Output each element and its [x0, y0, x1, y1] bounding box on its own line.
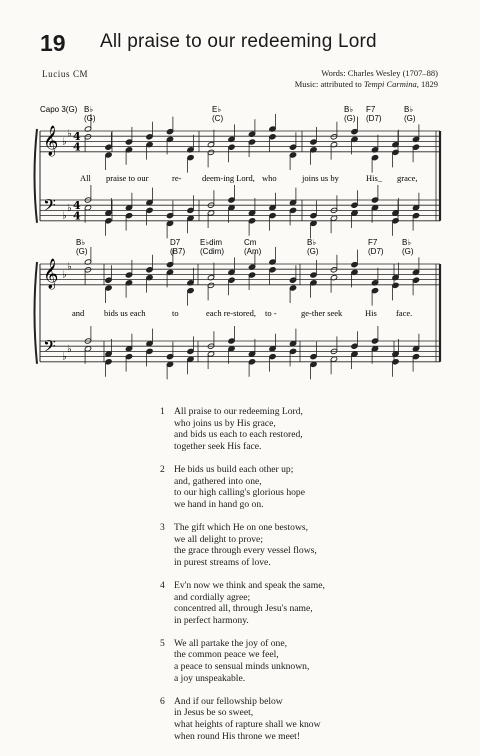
lyric-syllable: deem-ing Lord, — [202, 173, 255, 183]
chord-symbol: F7 — [368, 238, 378, 247]
lyric-syllable: face. — [396, 308, 413, 318]
lyric-syllable: each re-stored, — [206, 308, 257, 318]
verse-line: when round His throne we meet! — [174, 730, 301, 742]
lyric-syllable: to — [172, 308, 179, 318]
verse-line: in purest streams of love. — [174, 556, 271, 568]
time-signature: 4 — [73, 199, 81, 212]
verse-line: and, gathered into one, — [174, 475, 262, 487]
verse-line: we all delight to prove; — [174, 533, 263, 545]
verse-1 — [160, 406, 460, 452]
lyric-syllable: His — [365, 308, 377, 318]
music-credit-year: , 1829 — [416, 79, 438, 89]
sys1-flat-icon: ♭ — [67, 202, 72, 214]
time-signature: 4 — [73, 209, 81, 223]
chord-symbol: B♭ — [344, 105, 354, 114]
time-signature: 4 — [73, 140, 81, 154]
verse-3 — [160, 522, 460, 568]
chord-symbol: D7 — [170, 238, 181, 247]
lyric-syllable: bids us each — [104, 308, 146, 318]
lyric-syllable: joins us by — [302, 173, 339, 183]
verse-number: 2 — [160, 463, 165, 475]
lyric-syllable: who — [262, 173, 277, 183]
verse-line: to our high calling's glorious hope — [174, 487, 305, 499]
verse-line: together seek His face. — [174, 440, 262, 452]
verse-line: The gift which He on one bestows, — [174, 521, 309, 533]
lyric-syllable: ge-ther seek — [301, 308, 343, 318]
capo-label: Capo 3(G) — [40, 105, 78, 114]
chord-symbol: B♭ — [84, 105, 94, 114]
verse-2 — [160, 464, 460, 510]
sys1-flat-icon: ♭ — [67, 128, 72, 140]
verse-line: Ev'n now we think and speak the same, — [174, 579, 325, 591]
chord-symbol-capo: (Cdim) — [200, 247, 224, 256]
verse-line: And if our fellowship below — [174, 695, 283, 707]
verse-line: in perfect harmony. — [174, 614, 249, 626]
lyric-syllable: and — [72, 308, 85, 318]
verse-line: and bids us each to each restored, — [174, 429, 303, 441]
chord-symbol-capo: (G) — [76, 247, 88, 256]
verse-line: what heights of rapture shall we know — [174, 719, 321, 731]
verses — [160, 406, 460, 754]
sys2-flat-icon: ♭ — [67, 261, 72, 273]
lyric-syllable: to - — [265, 308, 277, 318]
verse-line: We all partake the joy of one, — [174, 637, 287, 649]
verse-line: and cordially agree; — [174, 591, 251, 603]
chord-symbol-capo: (G) — [402, 247, 414, 256]
verse-line: who joins us by His grace, — [174, 417, 276, 429]
verse-line: concentred all, through Jesu's name, — [174, 603, 313, 615]
sys1-flat-icon: ♭ — [62, 136, 67, 148]
sys2-brace — [35, 262, 38, 364]
chord-symbol-capo: (G) — [307, 247, 319, 256]
verse-6 — [160, 696, 460, 742]
chord-symbol-capo: (D7) — [366, 114, 382, 123]
verse-5 — [160, 638, 460, 684]
lyric-syllable: His_ — [366, 173, 383, 183]
verse-number: 3 — [160, 521, 165, 533]
chord-symbol-capo: (G) — [404, 114, 416, 123]
verse-4 — [160, 580, 460, 626]
chord-symbol: B♭ — [76, 238, 86, 247]
sys1-flat-icon: ♭ — [62, 210, 67, 222]
lyric-syllable: praise to our — [106, 173, 149, 183]
sys2-flat-icon: ♭ — [62, 351, 67, 363]
verse-number: 6 — [160, 695, 165, 707]
chord-symbol-capo: (G) — [344, 114, 356, 123]
sys1-brace — [35, 129, 38, 223]
chord-symbol: E♭dim — [200, 238, 222, 247]
chord-symbol: E♭ — [212, 105, 222, 114]
sys2-flat-icon: ♭ — [62, 269, 67, 281]
chord-symbol: B♭ — [402, 238, 412, 247]
sys1-treble-clef-icon: 𝄞 — [43, 126, 59, 156]
chord-symbol-capo: (B7) — [170, 247, 186, 256]
verse-line: the common peace we feel, — [174, 649, 279, 661]
chord-symbol-capo: (Am) — [244, 247, 262, 256]
verse-line: He bids us build each other up; — [174, 463, 294, 475]
lyric-syllable: grace, — [397, 173, 418, 183]
verse-line: we hand in hand go on. — [174, 498, 264, 510]
tune-name: Lucius CM — [42, 69, 89, 79]
hymn-number: 19 — [40, 30, 66, 56]
verse-number: 4 — [160, 579, 165, 591]
chord-symbol-capo: (C) — [212, 114, 224, 123]
sys1-bass-clef-icon: 𝄢 — [43, 195, 56, 219]
verse-number: 1 — [160, 406, 165, 417]
music-credit-source: Tempi Carmina — [363, 79, 417, 89]
words-credit: Words: Charles Wesley (1707–88) — [321, 68, 438, 78]
hymn-title: All praise to our redeeming Lord — [100, 31, 377, 52]
sys2-bass-clef-icon: 𝄢 — [43, 336, 56, 360]
music-system-2 — [35, 238, 441, 379]
music-credit-prefix: Music: attributed to — [294, 79, 364, 89]
chord-symbol: B♭ — [307, 238, 317, 247]
time-signature: 4 — [73, 130, 81, 143]
verse-line: All praise to our redeeming Lord, — [174, 406, 303, 417]
chord-symbol: F7 — [366, 105, 376, 114]
verse-line: a joy unspeakable. — [174, 672, 246, 684]
chord-symbol: B♭ — [404, 105, 414, 114]
music-system-1 — [35, 105, 441, 238]
lyric-syllable: All — [80, 173, 91, 183]
chord-symbol-capo: (D7) — [368, 247, 384, 256]
verse-line: the grace through every vessel flows, — [174, 545, 317, 557]
chord-symbol-capo: (G) — [84, 114, 96, 123]
verse-line: in Jesus be so sweet, — [174, 707, 254, 719]
verse-number: 5 — [160, 637, 165, 649]
lyric-syllable: re- — [172, 173, 182, 183]
sys2-flat-icon: ♭ — [67, 343, 72, 355]
sys2-treble-clef-icon: 𝄞 — [43, 259, 59, 289]
chord-symbol: Cm — [244, 238, 257, 247]
verse-line: a peace to sensual minds unknown, — [174, 661, 310, 673]
